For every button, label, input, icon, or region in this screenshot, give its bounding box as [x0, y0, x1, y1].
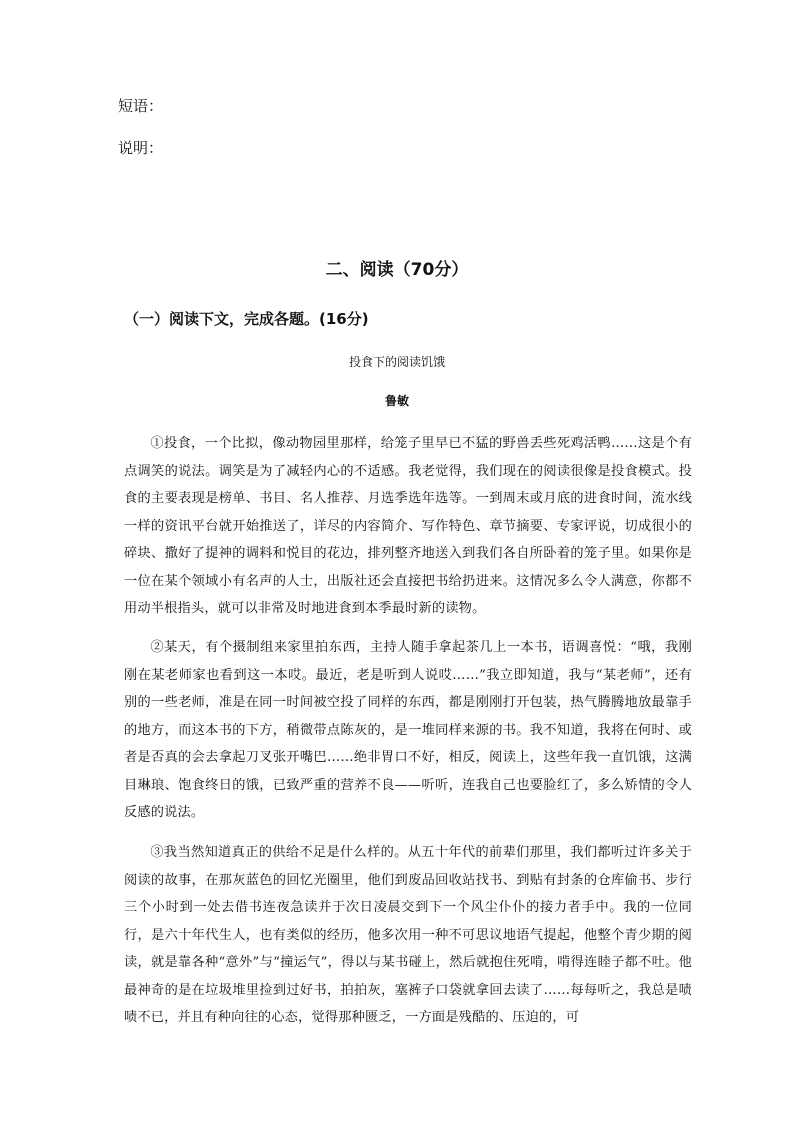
article-author: 鲁敏 — [384, 394, 409, 408]
phrase-label: 短语： — [118, 97, 164, 115]
article-paragraph-3: ③我当然知道真正的供给不足是什么样的。从五十年代的前辈们那里，我们都听过许多关于阅读的故事，在那灰蓝色的回忆光圈里，他们到废品回收站找书、到贴有封条的仓库偷书、步行三个小时到一处去借书连夜急读并于次日凌晨交到下一个风尘仆仆的接力者手中。我的一位同行，是六十年代生人，也有类似的经历，他多次用一种不可思议地语气提起，他整个青少期的阅读，就是靠各种“意外”与“撞运气”，得以与某书碰上，然后就抱住死啃，啃得连睦子都不吐。他最神奇的是在垃圾堆里捡到过好书，拍拍灰，塞裤子口袋就拿回去读了……每每听之，我总是啧啧不已，并且有种向往的心态，觉得那种匮乏，一方面是残酷的、压迫的，可 — [124, 845, 692, 1025]
article-title: 投食下的阅读饥饿 — [348, 355, 445, 369]
section-subtitle: （一）阅读下文，完成各题。(16分) — [124, 310, 369, 328]
article-paragraph-2: ②某天，有个摄制组来家里拍东西，主持人随手拿起茶几上一本书，语调喜悦：“哦，我刚刚在某老师家也看到这一本哎。最近，老是听到人说哎……”我立即知道，我与“某老师”，还有别的一些老师，准是在同一时间被空投了同样的东西，都是刚刚打开包装，热气腾腾地放最靠手的地方，而这本书的下方，稍微带点陈灰的，是一堆同样来源的书。我不知道，我将在何时、或者是否真的会去拿起刀叉张开嘴巴……绝非胃口不好，相反，阅读上，这些年我一直饥饿，这满目琳琅、饱食终日的饿，已致严重的营养不良——听听，连我自己也要脸红了，多么矫情的令人反感的说法。 — [124, 640, 692, 820]
section-title: 二、阅读（70分） — [325, 260, 469, 280]
explain-label: 说明： — [118, 139, 164, 157]
article-paragraph-1: ①投食，一个比拟，像动物园里那样，给笼子里早已不猛的野兽丢些死鸡活鸭……这是个有点调笑的说法。调笑是为了减轻内心的不适感。我老觉得，我们现在的阅读很像是投食模式。投食的主要表现是榜单、书目、名人推荐、月选季选年选等。一到周末或月底的进食时间，流水线一样的资讯平台就开始推送了，详尽的内容简介、写作特色、章节摘要、专家评说，切成很小的碎块、撒好了提神的调料和悦目的花边，排列整齐地送入到我们各自所卧着的笼子里。如果你是一位在某个领域小有名声的人士，出版社还会直接把书给扔进来。这情况多么令人满意，你都不用动半根指头，就可以非常及时地进食到本季最时新的读物。 — [124, 436, 692, 616]
